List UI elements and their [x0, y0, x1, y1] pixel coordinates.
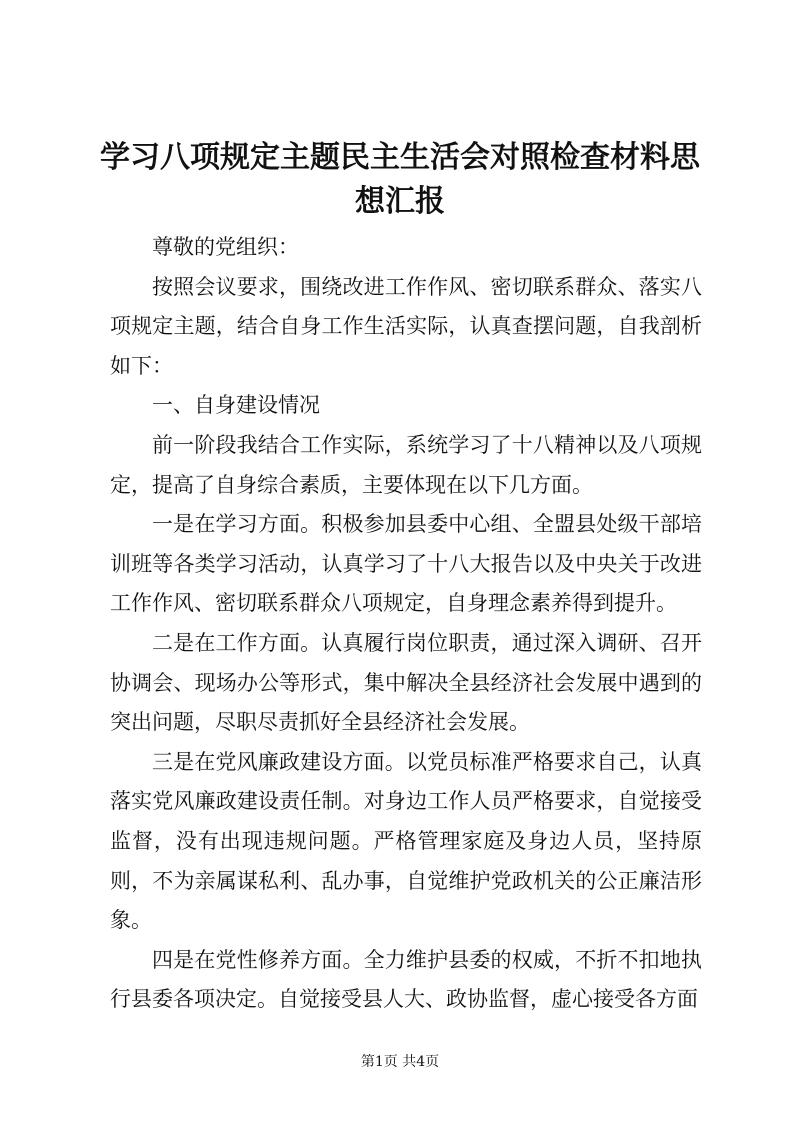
- document-body: [110, 228, 702, 1020]
- body-paragraph: 前一阶段我结合工作实际，系统学习了十八精神以及八项规定，提高了自身综合素质，主要体现在以下几方面。: [110, 432, 702, 497]
- body-paragraph: 一是在学习方面。积极参加县委中心组、全盟县处级干部培训班等各类学习活动，认真学习了十八大报告以及中央关于改进工作作风、密切联系群众八项规定，自身理念素养得到提升。: [110, 512, 702, 616]
- salutation: 尊敬的党组织：: [152, 235, 299, 259]
- body-paragraph: 二是在工作方面。认真履行岗位职责，通过深入调研、召开协调会、现场办公等形式，集中解决全县经济社会发展中遇到的突出问题，尽职尽责抓好全县经济社会发展。: [110, 630, 702, 735]
- section-heading: 一、自身建设情况: [152, 393, 320, 418]
- body-paragraph: 四是在党性修养方面。全力维护县委的权威，不折不扣地执行县委各项决定。自觉接受县人大、政协监督，虚心接受各方面: [110, 947, 702, 1012]
- page-number: 第1页 共4页: [360, 1054, 440, 1070]
- intro-paragraph: 按照会议要求，围绕改进工作作风、密切联系群众、落实八项规定主题，结合自身工作生活实际，认真查摆问题，自我剖析如下：: [110, 274, 702, 378]
- body-paragraph: 三是在党风廉政建设方面。以党员标准严格要求自己，认真落实党风廉政建设责任制。对身边工作人员严格要求，自觉接受监督，没有出现违规问题。严格管理家庭及身边人员，坚持原则，不为亲属谋私利、乱办事，自觉维护党政机关的公正廉洁形象。: [110, 749, 702, 933]
- document-title: 学习八项规定主题民主生活会对照检查材料思想汇报: [100, 140, 700, 219]
